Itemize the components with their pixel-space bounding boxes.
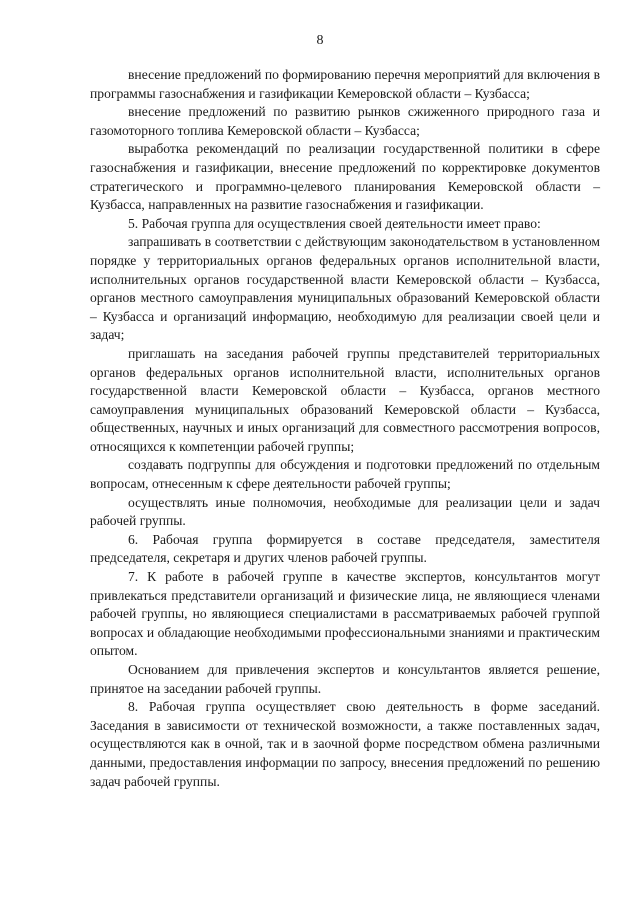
paragraph-create-subgroups: создавать подгруппы для обсуждения и подготовки предложений по отдельным вопросам, отнесенным к сфере деятельности рабочей группы;	[90, 457, 600, 492]
paragraph-other-powers: осуществлять иные полномочия, необходимые для реализации цели и задач рабочей группы.	[90, 494, 600, 529]
paragraph-proposals-lng-market: внесение предложений по развитию рынков сжиженного природного газа и газомоторного топлива Кемеровской области – Кузбасса;	[90, 104, 600, 138]
paragraph-section-6-composition: 6. Рабочая группа формируется в составе председателя, заместителя председателя, секретаря и других членов рабочей группы.	[90, 531, 600, 566]
paragraph-section-8-meetings: 8. Рабочая группа осуществляет свою деятельность в форме заседаний. Заседания в зависимости от технической возможности, а также поставленных задач, осуществляются как в очной, так и в заочной форме посредством обмена различными данными, предоставления информации по запросу, внесения предложений по решению задач рабочей группы.	[90, 699, 600, 789]
paragraph-experts-basis: Основанием для привлечения экспертов и консультантов является решение, принятое на заседании рабочей группы.	[90, 662, 600, 696]
paragraph-section-5-rights: 5. Рабочая группа для осуществления своей деятельности имеет право:	[128, 215, 541, 231]
paragraph-request-information: запрашивать в соответствии с действующим законодательством в установленном порядке у территориальных органов федеральных органов исполнительной власти, исполнительных органов государственной власти Кемеровской области – Кузбасса, органов местного самоуправления муниципальных образований Кемеровской области – Кузбасса и организаций информацию, необходимую для реализации своей цели и задач;	[90, 234, 600, 343]
page-number: 8	[316, 33, 324, 48]
paragraph-invite-representatives: приглашать на заседания рабочей группы представителей территориальных органов федеральных органов исполнительной власти, исполнительных органов государственной власти Кемеровской области – Кузбасса, органов местного самоуправления муниципальных образований Кемеровской области – Кузбасса, общественных, научных и иных организаций для совместного рассмотрения вопросов, относящихся к компетенции рабочей группы;	[90, 345, 600, 454]
paragraph-proposals-program: внесение предложений по формированию перечня мероприятий для включения в программы газоснабжения и газификации Кемеровской области – Кузбасса;	[90, 67, 600, 101]
paragraph-recommendations: выработка рекомендаций по реализации государственной политики в сфере газоснабжения и газификации, внесение предложений по корректировке документов стратегического и программно-целевого планирования Кемеровской области – Кузбасса, направленных на развитие газоснабжения и газификации.	[90, 141, 600, 213]
document-body	[90, 66, 600, 791]
paragraph-section-7-experts: 7. К работе в рабочей группе в качестве экспертов, консультантов могут привлекаться представители организаций и физические лица, не являющиеся членами рабочей группы, но являющиеся специалистами в рассматриваемых рабочей группой вопросах и обладающие необходимыми профессиональными знаниями и практическим опытом.	[90, 569, 600, 659]
